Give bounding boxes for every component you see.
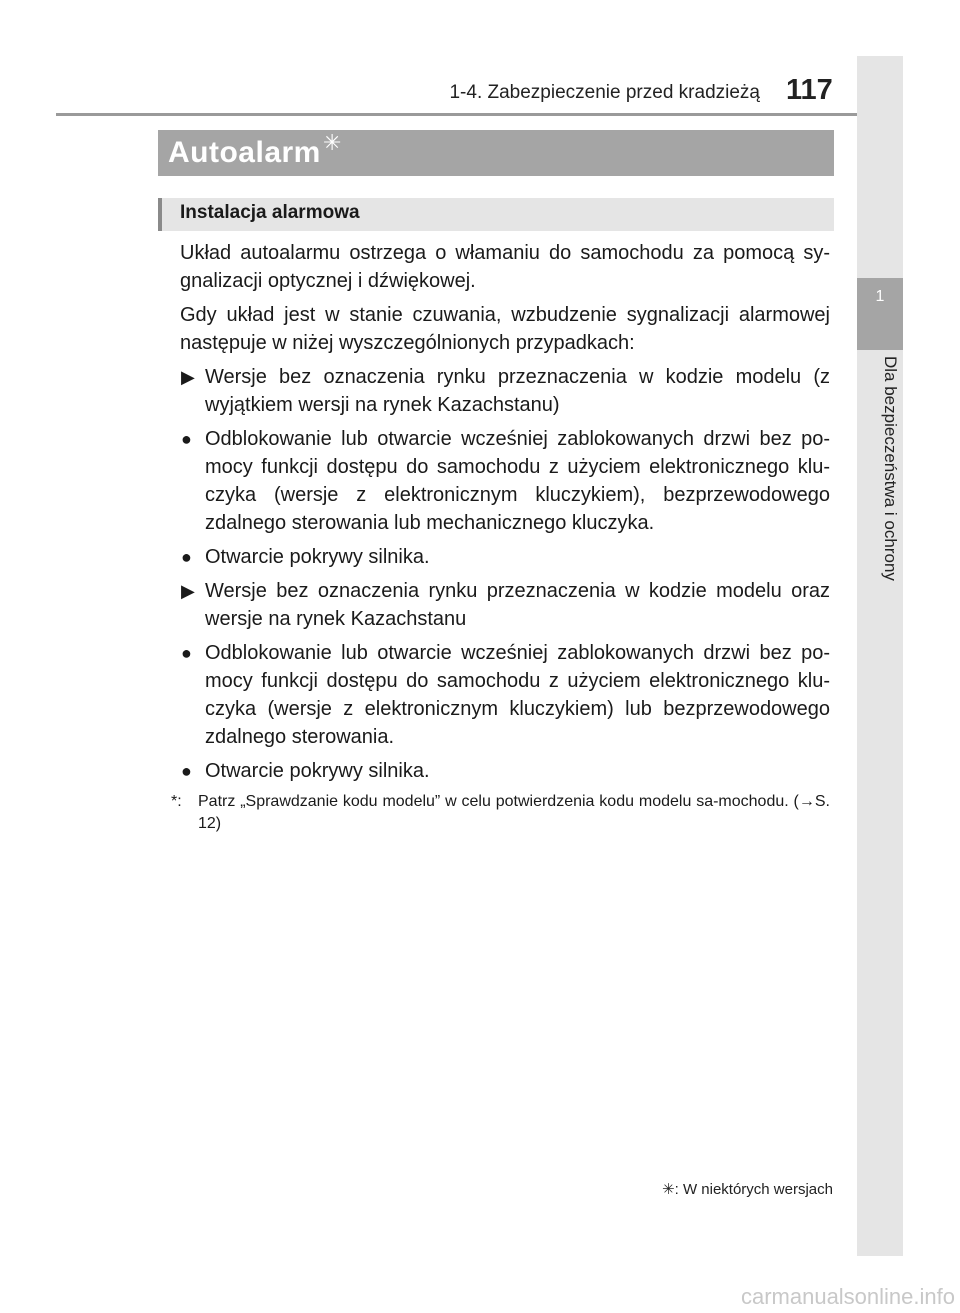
model-code-note	[171, 791, 830, 835]
list-item	[180, 363, 830, 419]
subheading: Instalacja alarmowa	[180, 202, 360, 223]
list-item-text: Otwarcie pokrywy silnika.	[205, 760, 430, 782]
title-bar	[158, 130, 834, 176]
list-item	[180, 425, 830, 537]
circle-bullet-icon: ●	[181, 429, 192, 449]
circle-bullet-icon: ●	[181, 643, 192, 663]
watermark: carmanualsonline.info	[740, 1284, 955, 1309]
list-item-text: Wersje bez oznaczenia rynku przeznaczenia w kodzie modelu (z wyjątkiem wersji na rynek Kazachstanu)	[205, 366, 830, 416]
list-item-text: Odblokowanie lub otwarcie wcześniej zablokowanych drzwi bez po-mocy funkcji dostępu do samochodu z użyciem elektronicznego klu-czyka (wersje z elektronicznym kluczykiem) lub bezprzewodowego zdalnego sterowania.	[205, 642, 830, 748]
list-item-text: Odblokowanie lub otwarcie wcześniej zablokowanych drzwi bez po-mocy funkcji dostępu do samochodu z użyciem elektronicznego klu-czyka (wersje z elektronicznym kluczykiem), bezprzewodowego zdalnego sterowania lub mechanicznego kluczyka.	[205, 428, 830, 534]
content	[171, 239, 830, 835]
note-text: Patrz „Sprawdzanie kodu modelu” w celu potwierdzenia kodu modelu sa-mochodu. (→S. 12)	[198, 793, 830, 832]
list-item	[180, 757, 830, 785]
side-tab-chapter-title: Dla bezpieczeństwa i ochrony	[881, 356, 900, 581]
page-title: Autoalarm	[168, 136, 321, 169]
header-rule	[56, 113, 903, 116]
title-asterisk-marker: ✳	[323, 130, 342, 155]
triangle-bullet-icon: ▶	[181, 367, 195, 387]
list-item	[180, 577, 830, 633]
side-tab-chapter-number: 1	[875, 288, 885, 305]
subheading-bar	[158, 198, 834, 231]
circle-bullet-icon: ●	[181, 547, 192, 567]
footnote: ✳: W niektórych wersjach	[662, 1181, 833, 1198]
header-section-title: 1-4. Zabezpieczenie przed kradzieżą	[449, 82, 760, 103]
triangle-bullet-icon: ▶	[181, 581, 195, 601]
circle-bullet-icon: ●	[181, 761, 192, 781]
paragraph: Układ autoalarmu ostrzega o włamaniu do samochodu za pomocą sy-gnalizacji optycznej i dźwiękowej.	[180, 242, 830, 292]
page-number: 117	[786, 74, 833, 106]
list-item-text: Wersje bez oznaczenia rynku przeznaczenia w kodzie modelu oraz wersje na rynek Kazachstanu	[205, 580, 830, 630]
list-item	[180, 639, 830, 751]
paragraph: Gdy układ jest w stanie czuwania, wzbudzenie sygnalizacji alarmowej następuje w niżej wyszczególnionych przypadkach:	[180, 304, 830, 354]
list-item	[180, 543, 830, 571]
side-tab	[857, 56, 903, 1256]
list-item-text: Otwarcie pokrywy silnika.	[205, 546, 430, 568]
note-marker: *:	[171, 793, 182, 810]
